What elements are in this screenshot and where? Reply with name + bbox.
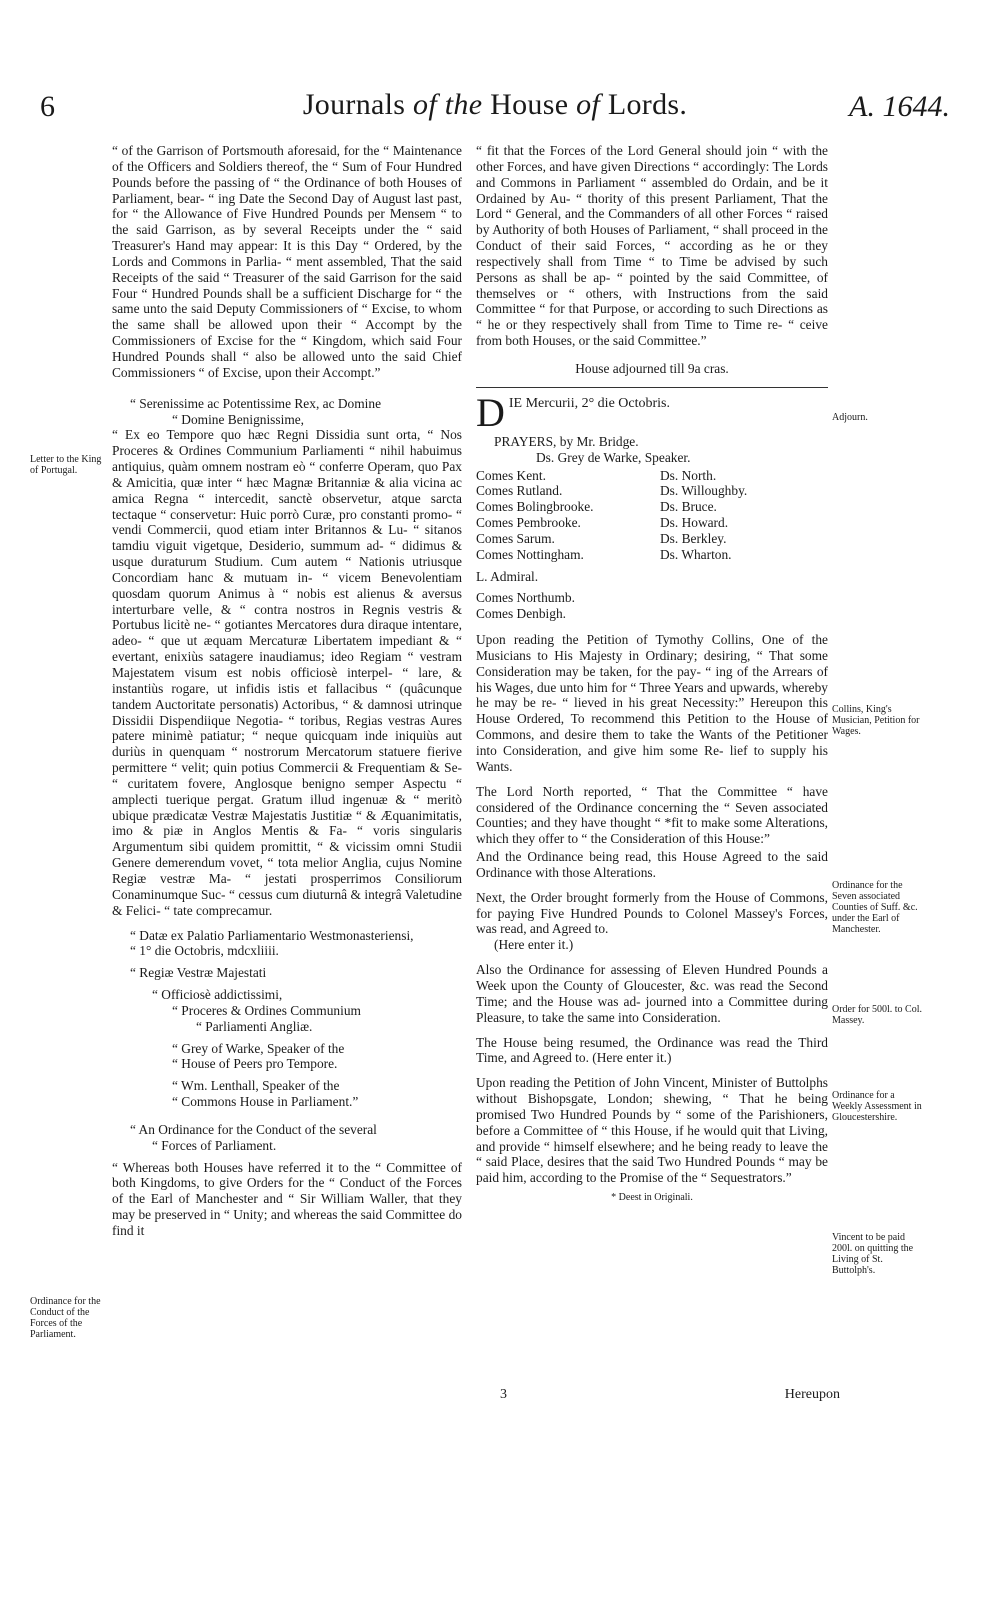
- regiae-line: “ Regiæ Vestræ Majestati: [130, 965, 267, 981]
- datae-line-1: “ Datæ ex Palatio Parliamentario Westmonasteriensi,: [130, 927, 414, 943]
- ordinance-whereas: “ Whereas both Houses have referred it to the “ Committee of both Kingdoms, to give Orders for the “ Conduct of the Forces of the Earl of Manchester and “ Sir William Waller, that they may be preserved in “ Unity; and whereas the said Committee do find it: [112, 1159, 462, 1238]
- vincent-paragraph: Upon reading the Petition of John Vincent, Minister of Buttolphs without Bishopsgate, London; shewing, “ That he being promised Two Hundred Pounds by “ some of the Parishioners, before a Committee of “ this House, if he would quit that Living, and provide “ himself elsewhere; and he being ready to leave the “ said Place, desires that the said Two Hundred Pounds “ may be paid him, according to the Promise of the “ Sequestrators.”: [476, 1075, 828, 1186]
- lord-entry: Comes Sarum.: [476, 530, 555, 546]
- margin-note-vincent: Vincent to be paid 200l. on quitting the Living of St. Buttolph's.: [832, 1232, 914, 1276]
- page-title: Journals of the House of Lords.: [302, 88, 688, 121]
- section-rule: [476, 387, 828, 388]
- resumed-paragraph: The House being resumed, the Ordinance was read the Third Time, and Agreed to. (Here enter it.): [476, 1034, 828, 1066]
- margin-note-collins: Collins, King's Musician, Petition for Wages.: [832, 704, 920, 737]
- adjourned-line: House adjourned till 9a cras.: [575, 360, 729, 376]
- drop-cap: D: [476, 389, 505, 435]
- ordinance-title-1: “ An Ordinance for the Conduct of the several: [130, 1121, 377, 1137]
- gloucester-paragraph: Also the Ordinance for assessing of Eleven Hundred Pounds a Week upon the County of Gloucester, &c. was read the Second Time; and the House was ad- journed into a Committee during Pleasure, to take the same into Consideration.: [476, 962, 828, 1025]
- lord-entry: Ds. Berkley.: [660, 530, 727, 546]
- lord-entry: Ds. Howard.: [660, 515, 729, 531]
- lord-entry: Ds. Willoughby.: [660, 483, 748, 499]
- collins-paragraph: Upon reading the Petition of Tymothy Collins, One of the Musicians to His Majesty in Ordinary; desiring, “ That some Consideration may be taken, for the pay- “ ing of the Arrears of his Wages, due unto him for “ Three Years and upwards, whereby he may be re- “ lieved in his great Necessity:” Hereupon this House Ordered, To recommend this Petition to the House of Commons, and desire them to take the Wants of the Petitioner into Consideration, and give him some Re- lief to supply his Wants.: [476, 632, 828, 774]
- latin-salutation-2: “ Domine Benignissime,: [172, 411, 305, 427]
- lord-entry: Ds. Wharton.: [660, 546, 732, 562]
- latin-salutation-1: “ Serenissime ac Potentissime Rex, ac Domine: [130, 395, 382, 411]
- catchword: Hereupon: [784, 1387, 840, 1402]
- prayers-line: PRAYERS, by Mr. Bridge.: [494, 433, 639, 449]
- margin-note-seven-counties: Ordinance for the Seven associated Counties of Suff. &c. under the Earl of Manchester.: [832, 880, 918, 935]
- speaker-line: Ds. Grey de Warke, Speaker.: [536, 449, 691, 465]
- denbigh-line: Comes Denbigh.: [476, 606, 567, 622]
- lord-entry: Ds. North.: [660, 467, 717, 483]
- grey-line-2: “ House of Peers pro Tempore.: [172, 1056, 338, 1072]
- page-header: [40, 88, 950, 132]
- datae-line-2: “ 1° die Octobris, mdcxliiii.: [130, 943, 279, 959]
- lords-list-right: [660, 468, 820, 563]
- lenthall-line-2: “ Commons House in Parliament.”: [172, 1094, 359, 1110]
- margin-note-adjourn: Adjourn.: [832, 412, 868, 423]
- margin-note-massey: Order for 500l. to Col. Massey.: [832, 1004, 922, 1026]
- lord-entry: Comes Bolingbrooke.: [476, 499, 594, 515]
- page-year: A. 1644.: [849, 90, 950, 123]
- left-column: [112, 143, 462, 1248]
- lords-list-left: [476, 468, 656, 563]
- latin-letter: “ Ex eo Tempore quo hæc Regni Dissidia sunt orta, “ Nos Proceres & Ordines Communium Parliamenti “ nihil habuimus antiquius, quàm omnem nostram eò “ conferre Operam, quo Pax & Amicitia, quæ inter “ hæc Magnæ Britanniæ & alia vicina ac amica Regna “ intercedit, sanctè observetur, atque sarcta tectaque “ conservetur: Huic porrò Curæ, pro constanti promo- “ vendi Commercii, quod etiam inter Britannos & Lu- “ sitanos tamdiu viguit vigetque, Desiderio, summum ad- “ didimus & usque duraturum Studium. Cum autem “ Nationis utriusque Concordiam hanc & mutuam in- “ vicem Benevolentiam quosdam quorum Animus à “ nobis est alienus & aversus interturbare velle, & “ contra nostros in Regnis vestris & Portubus licitè ne- “ gotiantes Mercatores dura diraque intentare, adeo- “ que ut æquam Mercaturæ Libertatem impediant & “ evertant, enixiùs satagere inaudiamus; ideo Regiam “ vestram Majestatem visum est nobis officiosè interpel- “ lare, & instantiùs rogare, ut infidis istis et fallacibus “ (quâcunque tandem Auctoritate personatis) Actoribus, “ & damnosi utrinque Dissidii Dispendiique Negotia- “ toribus, Regias vestras Aures patere minimè patiatur; “ neque quicquam inde iniquiùs aut duriùs in quenquam “ nostrorum Mercatorum statuere fierive permittere “ velit; quin potius Commercii & Frequentiam & Se- “ curitatem fovere, Anglosque benigno semper Aspectu “ amplecti tuerique pergat. Gratum illud ingenuæ & “ meritò ubique prædicatæ Vestræ Majestatis Justitiæ “ & Æquanimitatis, imo & piæ in Anglos Mentis & Fa- “ voris singularis Argumentum sibi quidem promittit, “ & vicissim omni Studii Genere demerendum vovet, “ tota melior Anglia, cujus Nomine Regiæ vestræ Ma- “ jestati prosperrimos Consiliorum Conaminumque Suc- “ cessus cum diuturnâ & integrâ Valetudine & Felici- “ tate comprecamur.: [112, 427, 462, 918]
- north-paragraph: The Lord North reported, “ That the Committee “ have considered of the Ordinance concerning the “ Seven associated Counties; and they have thought “ *fit to make some Alterations, which they offer to “ the Consideration of this House:”: [476, 783, 828, 847]
- portsmouth-paragraph: “ of the Garrison of Portsmouth aforesaid, for the “ Maintenance of the Officers and Soldiers thereof, the “ Sum of Four Hundred Pounds before the passing of “ the Ordinance of both Houses of Parliament, bear- “ ing Date the Second Day of August last past, for “ the Allowance of Five Hundred Pounds per Mensem “ to the said Garrison, as by several Receipts under the “ said Treasurer's Hand may appear: It is this Day “ Ordered, by the Lords and Commons in Parlia- “ ment assembled, That the said Receipts of the said “ Treasurer of the said Garrison for the said Four “ Hundred Pounds shall be a sufficient Discharge for “ the same unto the said Deputy Commissioners of “ Excise, to whom the same shall be allowed upon their “ Accompt by the Commissioners of Excise for the “ Kingdom, which said Four Hundred Pounds shall “ also be allowed unto the said Chief Commissioners “ of Excise, upon their Accompt.”: [112, 143, 462, 380]
- enter-it-line: (Here enter it.): [494, 937, 574, 953]
- page-number: 6: [40, 90, 55, 123]
- ordinance-title-2: “ Forces of Parliament.: [152, 1137, 277, 1153]
- footnote: * Deest in Originali.: [611, 1192, 693, 1204]
- lord-entry: Comes Pembrooke.: [476, 515, 581, 531]
- grey-line-1: “ Grey of Warke, Speaker of the: [172, 1040, 345, 1056]
- margin-note-ordinance-conduct: Ordinance for the Conduct of the Forces of the Parliament.: [30, 1296, 101, 1340]
- ordinance-continued: “ fit that the Forces of the Lord General should join “ with the other Forces, and have given Directions “ accordingly: The Lords and Commons in Parliament “ assembled do Ordain, and be it Ordained by Au- “ thority of this present Parliament, That the Lord “ General, and the Commanders of all other Forces “ raised by Authority of both Houses of Parliament, “ shall proceed in the Conduct of their said Forces, “ according as he or they respectively shall from Time “ to Time be advised by such Persons as shall be ap- “ pointed by the said Committee, of themselves or “ others, with Instructions from the said Committee “ for that Purpose, or according to such Directions as “ he or they respectively shall from Time to Time re- “ ceive from both Houses, or the said Committee.”: [476, 143, 828, 349]
- massey-paragraph: Next, the Order brought formerly from the House of Commons, for paying Five Hundred Pounds to Colonel Massey's Forces, was read, and Agreed to.: [476, 889, 828, 937]
- admiral-line: L. Admiral.: [476, 568, 539, 584]
- lords-present: [476, 468, 828, 563]
- margin-note-letter: Letter to the King of Portugal.: [30, 454, 102, 476]
- date-heading: D IE Mercurii, 2° die Octobris.: [476, 389, 670, 435]
- lord-entry: Ds. Bruce.: [660, 499, 717, 515]
- lord-entry: Comes Kent.: [476, 467, 546, 483]
- officiose-line: “ Officiosè addictissimi,: [152, 987, 283, 1003]
- margin-note-gloucester: Ordinance for a Weekly Assessment in Gloucestershire.: [832, 1090, 922, 1123]
- proceres-line-2: “ Parliamenti Angliæ.: [196, 1018, 313, 1034]
- lord-entry: Comes Nottingham.: [476, 546, 584, 562]
- lord-entry: Comes Rutland.: [476, 483, 563, 499]
- agreed-paragraph: And the Ordinance being read, this House Agreed to the said Ordinance with those Alterations.: [476, 849, 828, 880]
- right-column: [476, 143, 828, 1206]
- proceres-line-1: “ Proceres & Ordines Communium: [172, 1002, 361, 1018]
- signature-mark: 3: [500, 1387, 507, 1402]
- lenthall-line-1: “ Wm. Lenthall, Speaker of the: [172, 1078, 340, 1094]
- northumb-line: Comes Northumb.: [476, 590, 575, 606]
